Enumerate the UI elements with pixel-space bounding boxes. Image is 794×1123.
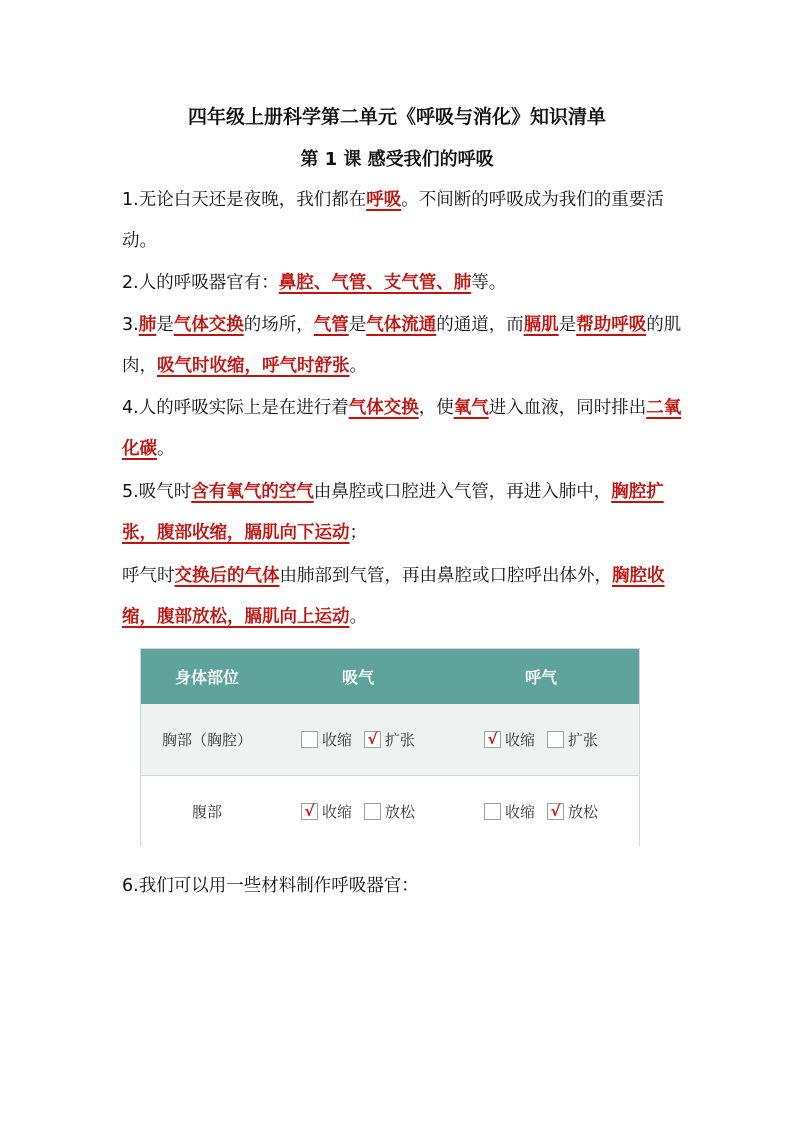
table-header-row xyxy=(141,649,639,704)
paragraph-3 xyxy=(122,305,682,387)
option-label: 收缩 xyxy=(504,802,535,821)
text: 。 xyxy=(349,607,367,627)
header-body-part: 身体部位 xyxy=(174,668,239,687)
key-term: 肺 xyxy=(138,315,157,335)
checkbox[interactable] xyxy=(364,803,381,820)
text: 4.人的呼吸实际上是在进行着 xyxy=(122,398,349,418)
table-row-chest xyxy=(141,704,639,776)
check-mark-icon: √ xyxy=(304,801,315,820)
inhale-options xyxy=(273,704,443,775)
checkbox[interactable] xyxy=(547,731,564,748)
text: 是 xyxy=(348,315,367,335)
option xyxy=(484,729,535,750)
checkbox[interactable] xyxy=(301,731,318,748)
option-label: 扩张 xyxy=(385,731,416,749)
option xyxy=(484,801,535,822)
option xyxy=(301,729,352,750)
exhale-options xyxy=(443,776,639,846)
check-mark-icon: √ xyxy=(487,730,498,748)
key-term: 膈肌 xyxy=(523,315,559,335)
key-term: 气体交换 xyxy=(173,315,244,335)
key-term: 鼻腔、气管、支气管、肺 xyxy=(278,273,472,293)
paragraph-5 xyxy=(122,472,682,554)
text: 呼气时 xyxy=(122,566,175,586)
checkbox[interactable] xyxy=(301,803,318,820)
text: 5.吸气时 xyxy=(122,482,192,502)
text: 由鼻腔或口腔进入气管，再进入肺中， xyxy=(313,482,612,502)
text: 是 xyxy=(558,315,577,335)
text: 的肌肉， xyxy=(122,315,682,376)
lesson-title: 第 1 课 感受我们的呼吸 xyxy=(300,149,494,170)
option-label: 放松 xyxy=(385,802,416,821)
checkbox[interactable] xyxy=(547,803,564,820)
option-label: 扩张 xyxy=(568,731,599,749)
key-term: 呼吸 xyxy=(366,190,402,210)
key-term: 氧气 xyxy=(453,398,489,418)
key-term: 二氧化碳 xyxy=(122,398,682,459)
text: 是 xyxy=(156,315,174,335)
option xyxy=(364,801,415,822)
check-mark-icon: √ xyxy=(367,730,378,748)
text: 进入血液，同时排出 xyxy=(488,398,647,418)
key-term: 气体交换 xyxy=(348,398,419,418)
option-label: 收缩 xyxy=(321,802,352,821)
option xyxy=(547,729,598,750)
text: 1.无论白天还是夜晚，我们都在 xyxy=(122,190,367,210)
text: 。 xyxy=(349,356,367,376)
breathing-table xyxy=(140,648,640,846)
text: 6.我们可以用一些材料制作呼吸器官： xyxy=(122,876,419,896)
header-inhale: 吸气 xyxy=(341,668,374,687)
text: 的通道，而 xyxy=(436,315,524,335)
text: 。 xyxy=(157,439,175,459)
option-label: 放松 xyxy=(568,802,599,821)
check-mark-icon: √ xyxy=(550,801,561,820)
checkbox[interactable] xyxy=(364,731,381,748)
option xyxy=(547,801,598,822)
key-term: 帮助呼吸 xyxy=(576,315,647,335)
row-label: 胸部（胸腔） xyxy=(161,731,252,749)
header-exhale: 呼气 xyxy=(524,668,557,687)
paragraph-7 xyxy=(122,866,682,907)
row-label: 腹部 xyxy=(191,802,222,821)
paragraph-4 xyxy=(122,388,682,470)
table-row-abdomen xyxy=(141,776,639,846)
key-term: 交换后的气体 xyxy=(174,566,280,586)
checkbox[interactable] xyxy=(484,731,501,748)
option-label: 收缩 xyxy=(321,731,352,749)
paragraph-1 xyxy=(122,180,682,262)
key-term: 气体流通 xyxy=(366,315,437,335)
document-title: 四年级上册科学第二单元《呼吸与消化》知识清单 xyxy=(187,106,606,128)
option xyxy=(364,729,415,750)
checkbox[interactable] xyxy=(484,803,501,820)
text: ； xyxy=(349,523,367,543)
text: 由肺部到气管，再由鼻腔或口腔呼出体外， xyxy=(279,566,612,586)
key-term: 胸腔扩张，腹部收缩，膈肌向下运动 xyxy=(122,482,664,543)
paragraph-2 xyxy=(122,263,682,304)
text: 等。 xyxy=(471,273,507,293)
key-term: 胸腔收缩，腹部放松，膈肌向上运动 xyxy=(122,566,665,627)
key-term: 含有氧气的空气 xyxy=(191,482,314,502)
text: ，使 xyxy=(418,398,454,418)
paragraph-6 xyxy=(122,556,682,638)
option xyxy=(301,801,352,822)
inhale-options xyxy=(273,776,443,846)
key-term: 气管 xyxy=(313,315,349,335)
text: 2.人的呼吸器官有： xyxy=(122,273,279,293)
key-term: 吸气时收缩，呼气时舒张 xyxy=(157,356,350,376)
exhale-options xyxy=(443,704,639,775)
option-label: 收缩 xyxy=(504,731,535,749)
text: 。不间断的呼吸成为我们的重要活动。 xyxy=(122,190,664,251)
text: 的场所， xyxy=(243,315,314,335)
text: 3. xyxy=(122,315,139,335)
